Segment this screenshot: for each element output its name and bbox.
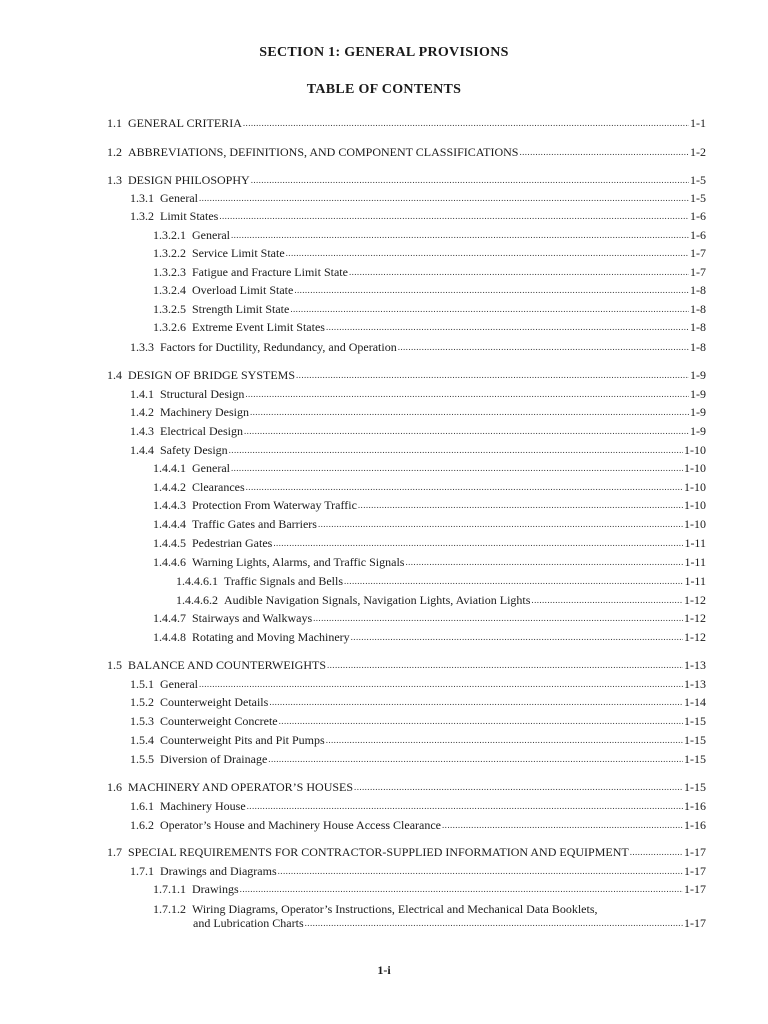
toc-entry-1-3-2[interactable] <box>130 209 706 223</box>
toc-entry-1-4-4-6-2[interactable] <box>176 593 706 607</box>
toc-entry-page: 1-15 <box>684 752 706 766</box>
toc-entry-page: 1-10 <box>684 517 706 531</box>
toc-entry-text: ABBREVIATIONS, DEFINITIONS, AND COMPONENT CLASSIFICATIONS <box>128 145 519 159</box>
toc-entry-title <box>153 517 317 531</box>
toc-entry-number: 1.3.2.3 <box>153 265 186 279</box>
toc-entry-1-6-2[interactable] <box>130 818 706 832</box>
toc-entry-1-4-2[interactable] <box>130 405 706 419</box>
toc-entry-title <box>130 864 277 878</box>
toc-entry-title <box>153 498 357 512</box>
toc-entry-page: 1-8 <box>690 340 706 354</box>
toc-entry-title <box>176 574 343 588</box>
toc-entry-text: Rotating and Moving Machinery <box>192 630 350 644</box>
toc-entry-title <box>130 799 246 813</box>
toc-entry-text: Extreme Event Limit States <box>192 320 325 334</box>
toc-entry-1-4-4-5[interactable] <box>153 536 706 550</box>
toc-entry-title: Wiring Diagrams, Operator’s Instructions, Electrical and Mechanical Data Booklets, <box>192 902 598 916</box>
toc-entry-page: 1-17 <box>684 864 706 878</box>
toc-dot-leader <box>405 556 683 568</box>
toc-entry-text: Operator’s House and Machinery House Access Clearance <box>160 818 442 832</box>
toc-dot-leader <box>251 174 689 186</box>
toc-entry-page: 1-17 <box>684 916 706 930</box>
toc-dot-leader <box>326 321 689 333</box>
toc-entry-number: 1.4.4.2 <box>153 480 186 494</box>
toc-entry-1-7[interactable] <box>107 845 706 859</box>
toc-entry-page: 1-12 <box>684 630 706 644</box>
toc-dot-leader <box>531 594 683 606</box>
toc-dot-leader <box>231 229 689 241</box>
toc-entry-title <box>107 845 629 859</box>
toc-entry-text: Counterweight Concrete <box>160 714 278 728</box>
toc-entry-number: 1.3.2 <box>130 209 154 223</box>
toc-entry-1-4-4-1[interactable] <box>153 461 706 475</box>
toc-entry-text: MACHINERY AND OPERATOR’S HOUSES <box>128 780 354 794</box>
toc-entry-number: 1.3.2.5 <box>153 302 186 316</box>
toc-entry-1-4-4-4[interactable] <box>153 517 706 531</box>
toc-entry-1-4-4[interactable] <box>130 443 706 457</box>
toc-entry-1-5[interactable] <box>107 658 706 672</box>
toc-entry-title <box>130 714 278 728</box>
toc-entry-number: 1.4.4.6.2 <box>176 593 218 607</box>
toc-entry-title <box>130 733 325 747</box>
toc-entry-1-5-1[interactable] <box>130 677 706 691</box>
toc-entry-page: 1-7 <box>690 246 706 260</box>
toc-entry-page: 1-17 <box>684 882 706 896</box>
toc-entry-text: Strength Limit State <box>192 302 290 316</box>
toc-entry-page: 1-9 <box>690 424 706 438</box>
toc-dot-leader <box>290 303 689 315</box>
toc-dot-leader <box>246 481 683 493</box>
toc-entry-page: 1-12 <box>684 611 706 625</box>
toc-entry-1-1[interactable] <box>107 116 706 130</box>
toc-entry-1-6-1[interactable] <box>130 799 706 813</box>
toc-entry-page: 1-11 <box>684 574 706 588</box>
toc-entry-title <box>107 368 295 382</box>
toc-dot-leader <box>344 575 683 587</box>
toc-entry-1-3-2-2[interactable] <box>153 246 706 260</box>
toc-dot-leader <box>305 917 683 929</box>
toc-entry-page: 1-15 <box>684 733 706 747</box>
toc-dot-leader <box>327 659 683 671</box>
toc-entry-text: Machinery Design <box>160 405 249 419</box>
toc-entry-number: 1.7.1.1 <box>153 882 186 896</box>
toc-entry-text: Limit States <box>160 209 219 223</box>
toc-entry-number: 1.4.3 <box>130 424 154 438</box>
toc-dot-leader <box>199 678 683 690</box>
toc-entry-page: 1-1 <box>690 116 706 130</box>
toc-entry-1-6[interactable] <box>107 780 706 794</box>
toc-entry-number: 1.7 <box>107 845 122 859</box>
toc-entry-title <box>153 320 325 334</box>
toc-entry-1-3[interactable] <box>107 173 706 187</box>
toc-entry-text: Pedestrian Gates <box>192 536 273 550</box>
toc-entry-number: 1.4.4.3 <box>153 498 186 512</box>
toc-entry-page: 1-10 <box>684 480 706 494</box>
toc-entry-text: Overload Limit State <box>192 283 294 297</box>
toc-entry-number: 1.4.4.7 <box>153 611 186 625</box>
toc-entry-number: 1.4.4.6 <box>153 555 186 569</box>
toc-dot-leader <box>199 192 689 204</box>
toc-entry-page: 1-8 <box>690 302 706 316</box>
toc-entry-text: Traffic Gates and Barriers <box>192 517 317 531</box>
toc-entry-text: Audible Navigation Signals, Navigation Lights, Aviation Lights <box>224 593 531 607</box>
toc-entry-title <box>130 340 397 354</box>
toc-dot-leader <box>245 388 689 400</box>
toc-entry-page: 1-8 <box>690 320 706 334</box>
toc-entry-text: GENERAL CRITERIA <box>128 116 242 130</box>
toc-dot-leader <box>279 715 683 727</box>
toc-dot-leader <box>286 247 689 259</box>
toc-entry-text: Counterweight Details <box>160 695 269 709</box>
toc-entry-text: Electrical Design <box>160 424 243 438</box>
toc-entry-text: DESIGN OF BRIDGE SYSTEMS <box>128 368 296 382</box>
toc-entry-number: 1.6.1 <box>130 799 154 813</box>
toc-entry-title <box>130 677 198 691</box>
toc-entry-number: 1.4.4.8 <box>153 630 186 644</box>
toc-dot-leader <box>273 537 683 549</box>
toc-entry-title <box>107 173 250 187</box>
toc-entry-text: Safety Design <box>160 443 228 457</box>
toc-entry-title <box>153 302 289 316</box>
toc-entry-1-4-4-7[interactable] <box>153 611 706 625</box>
toc-entry-1-4-3[interactable] <box>130 424 706 438</box>
toc-entry-title <box>153 882 239 896</box>
toc-entry-1-7-1-1[interactable] <box>153 882 706 896</box>
toc-entry-1-2[interactable] <box>107 145 706 159</box>
toc-entry-title <box>153 246 285 260</box>
toc-entry-text: Counterweight Pits and Pit Pumps <box>160 733 325 747</box>
toc-entry-text: General <box>192 228 230 242</box>
toc-entry-title <box>130 443 228 457</box>
toc-entry-title <box>176 593 530 607</box>
toc-entry-number: 1.4.4.1 <box>153 461 186 475</box>
toc-entry-title <box>130 752 267 766</box>
toc-entry-page: 1-8 <box>690 283 706 297</box>
toc-entry-page: 1-13 <box>684 658 706 672</box>
toc-entry-1-3-2-3[interactable] <box>153 265 706 279</box>
toc-entry-text: Traffic Signals and Bells <box>224 574 343 588</box>
toc-dot-leader <box>243 117 689 129</box>
toc-dot-leader <box>244 425 689 437</box>
toc-entry-number: 1.4.4.4 <box>153 517 186 531</box>
toc-dot-leader <box>296 369 689 381</box>
toc-entry-1-3-2-5[interactable] <box>153 302 706 316</box>
toc-entry-number: 1.4 <box>107 368 122 382</box>
toc-dot-leader <box>229 444 683 456</box>
toc-entry-text: Warning Lights, Alarms, and Traffic Signals <box>192 555 405 569</box>
toc-entry-number: 1.5.2 <box>130 695 154 709</box>
toc-entry-1-5-3[interactable] <box>130 714 706 728</box>
toc-entry-page: 1-7 <box>690 265 706 279</box>
toc-entry-title <box>153 228 230 242</box>
toc-entry-text: Clearances <box>192 480 245 494</box>
toc-entry-1-7-1[interactable] <box>130 864 706 878</box>
toc-entry-text: DESIGN PHILOSOPHY <box>128 173 250 187</box>
toc-dot-leader <box>326 734 683 746</box>
toc-entry-title <box>130 191 198 205</box>
toc-entry-title <box>153 265 348 279</box>
toc-dot-leader <box>313 612 683 624</box>
section-title: SECTION 1: GENERAL PROVISIONS <box>259 45 509 60</box>
toc-dot-leader <box>349 266 689 278</box>
toc-dot-leader <box>351 631 683 643</box>
toc-entry-page: 1-9 <box>690 387 706 401</box>
toc-entry-number: 1.5.1 <box>130 677 154 691</box>
toc-dot-leader <box>294 284 689 296</box>
toc-dot-leader <box>278 865 683 877</box>
toc-entry-text: Structural Design <box>160 387 245 401</box>
toc-entry-text: Service Limit State <box>192 246 285 260</box>
toc-entry-title <box>130 424 243 438</box>
toc-entry-number: 1.6.2 <box>130 818 154 832</box>
toc-entry-text: Machinery House <box>160 799 246 813</box>
toc-dot-leader <box>398 341 689 353</box>
toc-entry-1-3-2-4[interactable] <box>153 283 706 297</box>
toc-entry-number: 1.5.5 <box>130 752 154 766</box>
toc-entry-page: 1-14 <box>684 695 706 709</box>
toc-entry-number: 1.3 <box>107 173 122 187</box>
toc-entry-1-5-4[interactable] <box>130 733 706 747</box>
toc-entry-title <box>130 209 218 223</box>
toc-entry-title <box>153 555 404 569</box>
toc-entry-text: Diversion of Drainage <box>160 752 268 766</box>
toc-entry-number: 1.3.3 <box>130 340 154 354</box>
toc-entry-number: 1.4.4 <box>130 443 154 457</box>
toc-entry-number: 1.2 <box>107 145 122 159</box>
toc-entry-page: 1-5 <box>690 191 706 205</box>
toc-entry-number: 1.6 <box>107 780 122 794</box>
toc-entry-title <box>107 116 242 130</box>
toc-entry-1-3-3[interactable] <box>130 340 706 354</box>
toc-entry-page: 1-10 <box>684 498 706 512</box>
toc-entry-1-4-1[interactable] <box>130 387 706 401</box>
toc-entry-title <box>153 630 350 644</box>
toc-entry-number: 1.3.2.1 <box>153 228 186 242</box>
toc-entry-page: 1-11 <box>684 536 706 550</box>
toc-entry-1-4-4-8[interactable] <box>153 630 706 644</box>
toc-entry-title <box>107 145 518 159</box>
toc-dot-leader <box>269 696 683 708</box>
toc-entry-number: 1.7.1 <box>130 864 154 878</box>
toc-entry-page: 1-9 <box>690 405 706 419</box>
toc-entry-text: Factors for Ductility, Redundancy, and Operation <box>160 340 397 354</box>
toc-title: TABLE OF CONTENTS <box>306 82 462 97</box>
toc-dot-leader <box>250 406 689 418</box>
toc-entry-page: 1-16 <box>684 818 706 832</box>
toc-entry-title <box>153 480 245 494</box>
toc-entry-title <box>130 695 268 709</box>
toc-entry-number: 1.5.3 <box>130 714 154 728</box>
toc-entry-number: 1.3.1 <box>130 191 154 205</box>
toc-entry-1-4-4-3[interactable] <box>153 498 706 512</box>
toc-entry-page: 1-13 <box>684 677 706 691</box>
toc-dot-leader <box>442 819 683 831</box>
toc-entry-number: 1.3.2.2 <box>153 246 186 260</box>
toc-entry-title <box>130 405 249 419</box>
toc-entry-page: 1-6 <box>690 228 706 242</box>
toc-dot-leader <box>231 462 683 474</box>
toc-entry-page: 1-10 <box>684 461 706 475</box>
toc-entry-page: 1-5 <box>690 173 706 187</box>
toc-entry-title <box>153 611 312 625</box>
toc-entry-number: 1.3.2.6 <box>153 320 186 334</box>
toc-dot-leader <box>519 146 689 158</box>
toc-dot-leader <box>358 499 683 511</box>
toc-entry-number: 1.4.4.5 <box>153 536 186 550</box>
toc-entry-page: 1-11 <box>684 555 706 569</box>
toc-entry-number: 1.3.2.4 <box>153 283 186 297</box>
toc-dot-leader <box>630 846 683 858</box>
toc-entry-text: General <box>160 191 198 205</box>
toc-entry-title <box>153 283 293 297</box>
toc-entry-number: 1.4.2 <box>130 405 154 419</box>
toc-entry-1-4[interactable] <box>107 368 706 382</box>
toc-dot-leader <box>219 210 689 222</box>
toc-entry-1-5-5[interactable] <box>130 752 706 766</box>
toc-entry-page: 1-10 <box>684 443 706 457</box>
toc-entry-title <box>107 658 326 672</box>
toc-entry-number: 1.1 <box>107 116 122 130</box>
toc-dot-leader <box>240 883 683 895</box>
toc-entry-page: 1-17 <box>684 845 706 859</box>
toc-entry-number: 1.5 <box>107 658 122 672</box>
toc-entry-1-3-2-1[interactable] <box>153 228 706 242</box>
toc-entry-text: SPECIAL REQUIREMENTS FOR CONTRACTOR-SUPPLIED INFORMATION AND EQUIPMENT <box>128 845 629 859</box>
toc-entry-title-continued: and Lubrication Charts <box>193 916 304 930</box>
toc-entry-page: 1-15 <box>684 780 706 794</box>
toc-entry-number: 1.4.1 <box>130 387 154 401</box>
toc-entry-text: Drawings and Diagrams <box>160 864 277 878</box>
toc-entry-number: 1.4.4.6.1 <box>176 574 218 588</box>
toc-dot-leader <box>354 781 683 793</box>
toc-entry-page: 1-6 <box>690 209 706 223</box>
toc-entry-text: Protection From Waterway Traffic <box>192 498 357 512</box>
toc-entry-title <box>153 536 272 550</box>
toc-entry-text: BALANCE AND COUNTERWEIGHTS <box>128 658 326 672</box>
toc-entry-text: Fatigue and Fracture Limit State <box>192 265 348 279</box>
toc-entry-number: 1.7.1.2 <box>153 902 186 916</box>
toc-entry-1-4-4-6-1[interactable] <box>176 574 706 588</box>
toc-entry-1-7-1-2[interactable] <box>153 902 706 930</box>
toc-entry-1-4-4-6[interactable] <box>153 555 706 569</box>
toc-entry-text: General <box>192 461 230 475</box>
toc-dot-leader <box>247 800 683 812</box>
toc-dot-leader <box>318 518 683 530</box>
toc-entry-title <box>130 387 244 401</box>
toc-entry-text: Stairways and Walkways <box>192 611 313 625</box>
toc-entry-text: Drawings <box>192 882 239 896</box>
toc-entry-1-5-2[interactable] <box>130 695 706 709</box>
toc-entry-page: 1-2 <box>690 145 706 159</box>
page-footer-number: 1-i <box>377 963 391 977</box>
toc-entry-1-3-1[interactable] <box>130 191 706 205</box>
toc-entry-page: 1-9 <box>690 368 706 382</box>
toc-entry-1-3-2-6[interactable] <box>153 320 706 334</box>
toc-dot-leader <box>268 753 683 765</box>
toc-entry-1-4-4-2[interactable] <box>153 480 706 494</box>
toc-entry-number: 1.5.4 <box>130 733 154 747</box>
toc-entry-page: 1-12 <box>684 593 706 607</box>
toc-entry-title <box>107 780 353 794</box>
toc-entry-title <box>153 461 230 475</box>
toc-entry-text: General <box>160 677 198 691</box>
toc-entry-title <box>130 818 441 832</box>
toc-entry-page: 1-16 <box>684 799 706 813</box>
toc-entry-page: 1-15 <box>684 714 706 728</box>
